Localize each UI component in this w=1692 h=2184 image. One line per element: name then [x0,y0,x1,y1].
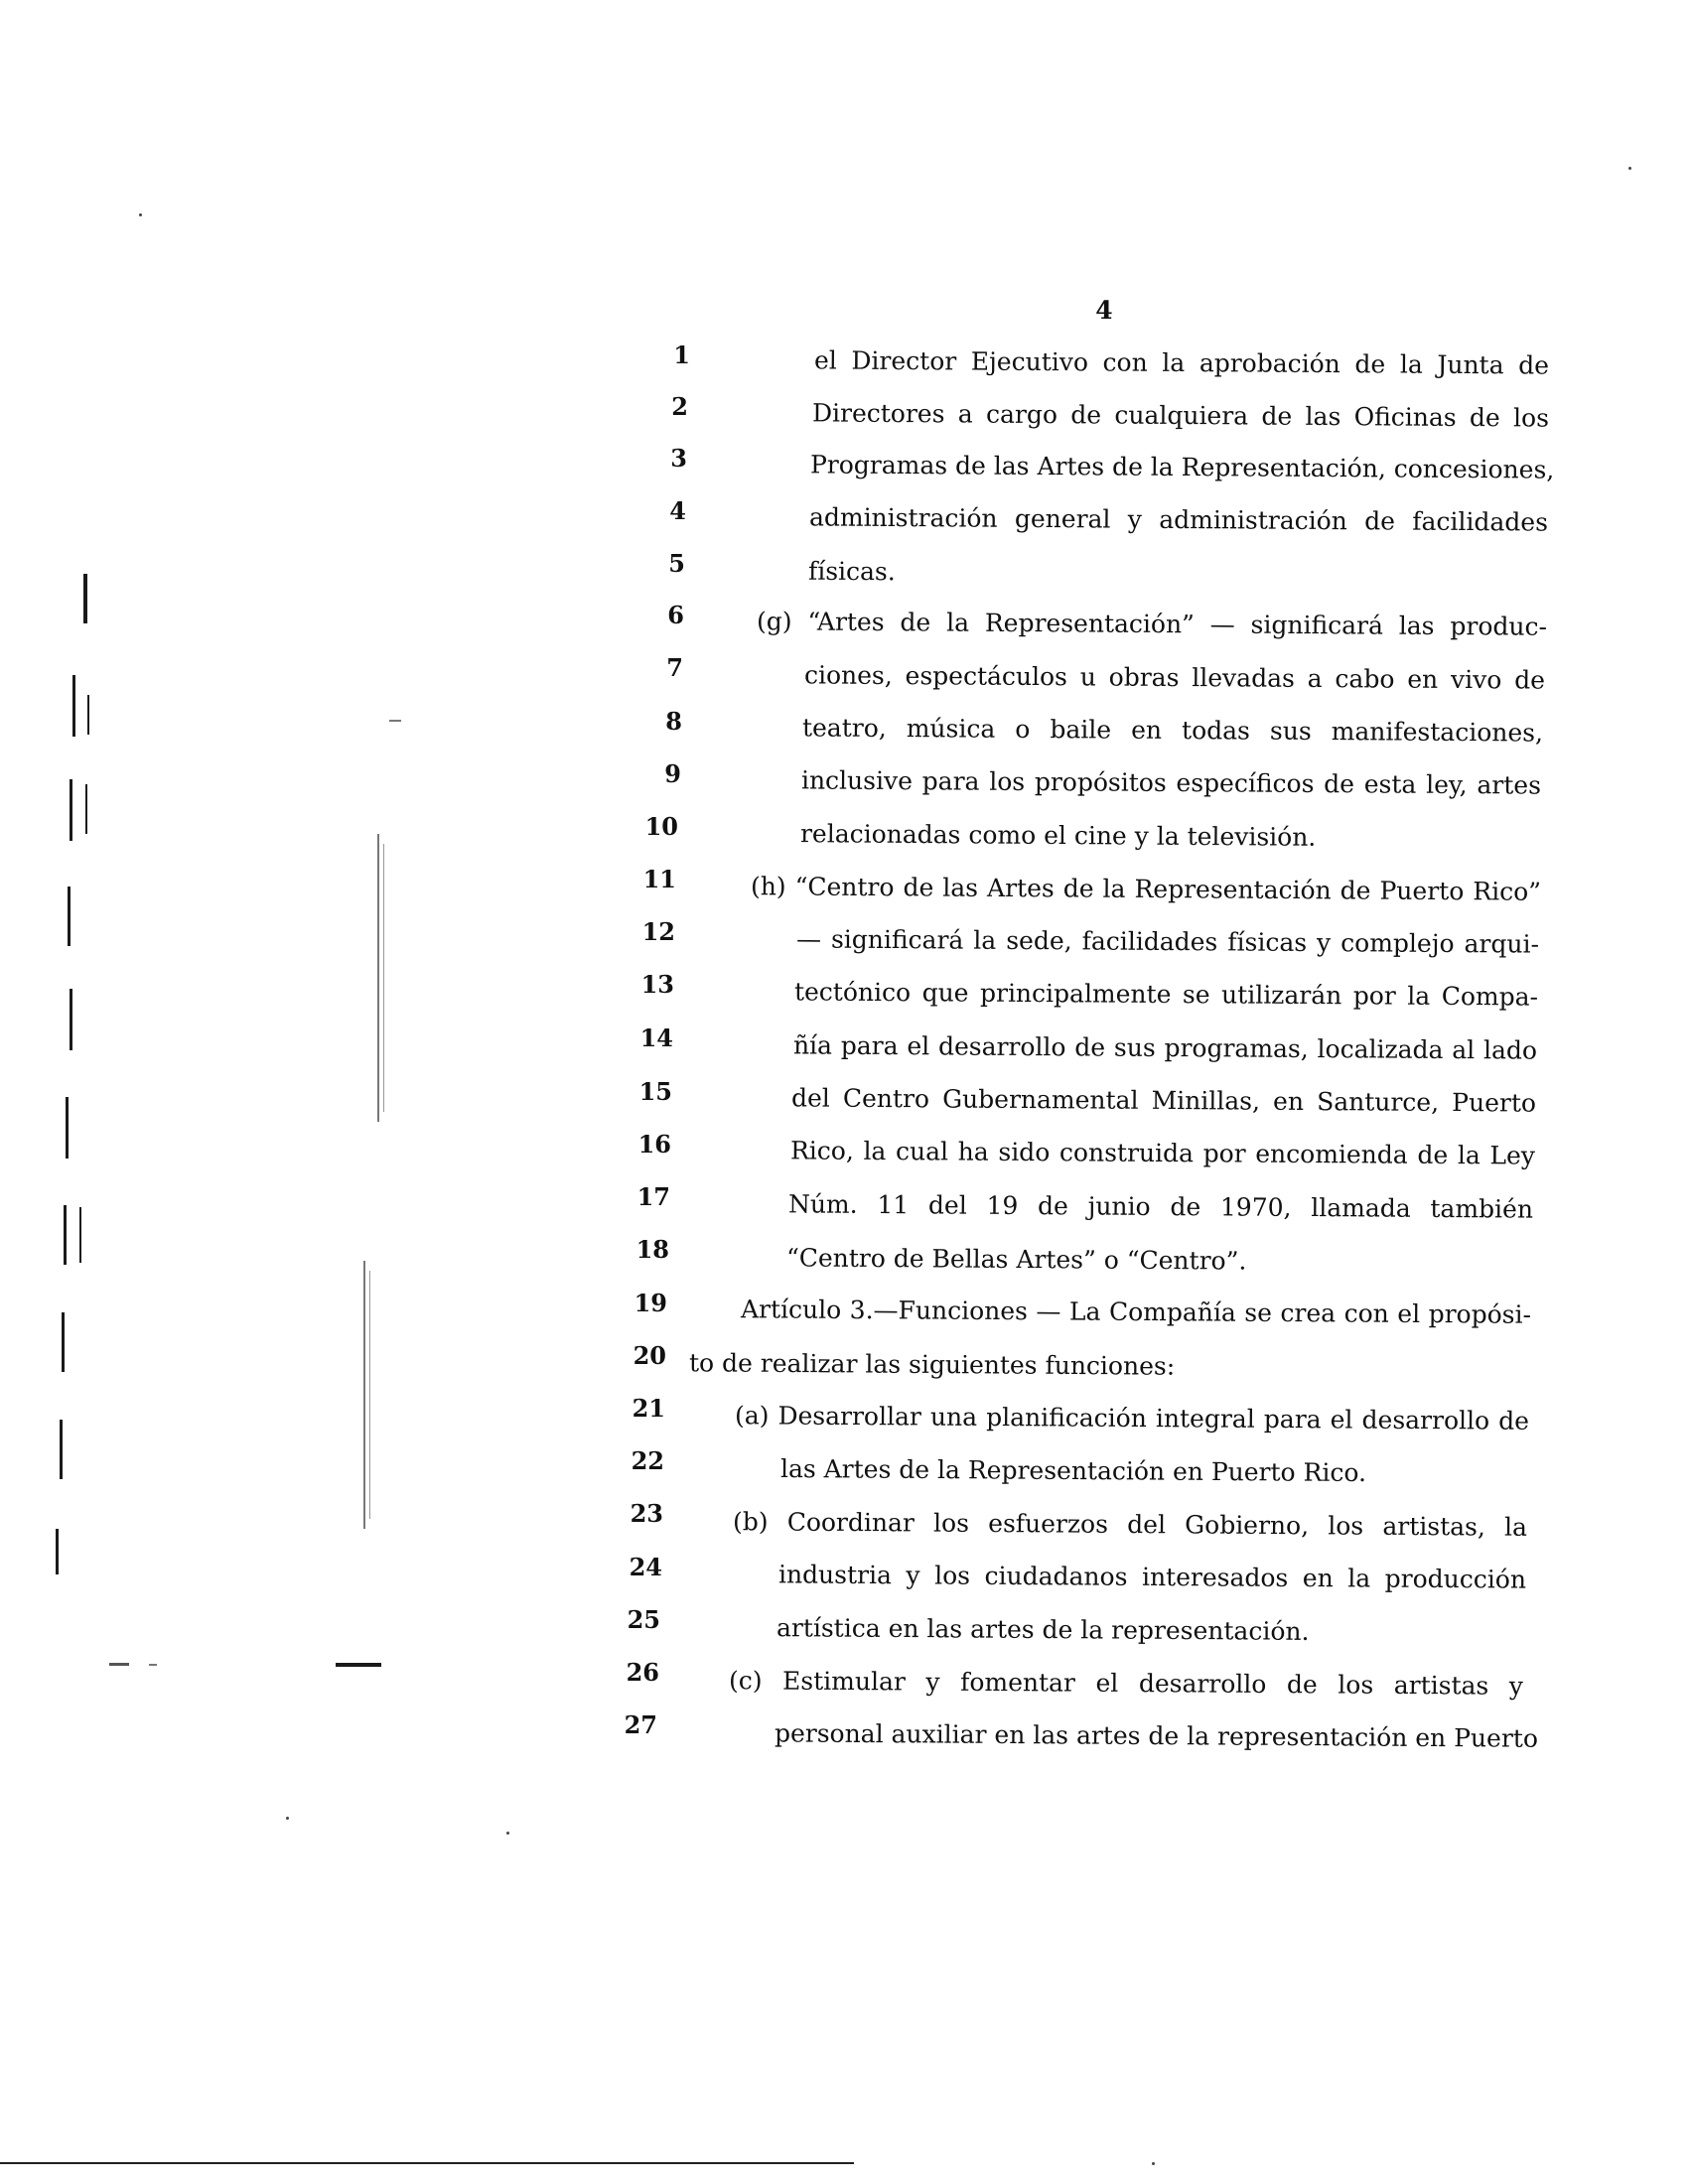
line-number: 15 [638,1077,672,1106]
scan-artifact [56,1529,59,1574]
text-line: (c) Estimular y fomentar el desarrollo de los artistas y [728,1666,1524,1701]
line-number: 13 [640,970,674,999]
scan-artifact [72,675,75,737]
line-number: 19 [634,1289,667,1317]
line-number: 3 [670,444,687,473]
line-number: 25 [627,1605,660,1634]
scan-artifact [336,1663,381,1667]
line-number: 10 [644,812,678,841]
scan-artifact [149,1664,157,1666]
text-line: ciones, espectáculos u obras llevadas a cabo en vivo de [803,660,1546,695]
scan-artifact [139,213,142,216]
text-line: — significará la sede, facilidades físicas y complejo arqui- [795,924,1540,959]
line-number: 24 [629,1553,662,1581]
scan-artifact [1152,2162,1155,2165]
scan-artifact [377,834,379,1122]
page-number: 4 [1095,296,1113,325]
scan-artifact [87,695,89,735]
text-line: personal auxiliar en las artes de la representación en Puerto [774,1718,1539,1753]
line-number: 9 [664,759,681,788]
line-number: 5 [668,549,685,578]
scan-artifact [286,1817,289,1820]
text-line: las Artes de la Representación en Puerto Rico. [779,1453,1367,1488]
scan-artifact [79,1207,81,1263]
text-line: “Centro de Bellas Artes” o “Centro”. [785,1243,1247,1276]
text-line: administración general y administración de facilidades [808,502,1549,537]
text-line: físicas. [807,556,896,587]
text-line: to de realizar las siguientes funciones: [688,1348,1176,1381]
scan-artifact [66,1097,69,1159]
text-line: ñía para el desarrollo de sus programas, localizada al lado [792,1030,1538,1065]
scan-artifact [389,720,401,722]
scan-artifact [506,1832,509,1835]
line-number: 16 [637,1130,671,1159]
line-number: 17 [636,1182,670,1211]
line-number: 8 [665,707,682,736]
scan-artifact [363,1261,365,1529]
scan-artifact [70,779,72,841]
scan-artifact [109,1663,129,1666]
scan-artifact [1628,167,1631,170]
scan-artifact [60,1420,63,1479]
text-line: Artículo 3.—Funciones — La Compañía se crea con el propósi- [740,1295,1532,1329]
text-line: (b) Coordinar los esfuerzos del Gobierno, los artistas, la [732,1507,1528,1542]
scan-artifact [70,989,72,1050]
line-number: 7 [666,653,683,682]
line-number: 2 [671,392,688,421]
scan-artifact [85,784,87,834]
line-number: 23 [630,1499,663,1528]
line-number: 21 [632,1394,665,1423]
text-line: el Director Ejecutivo con la aprobación de la Junta de [813,345,1550,380]
text-line: teatro, música o baile en todas sus manifestaciones, [801,713,1544,748]
text-line: inclusive para los propósitos específicos de esta ley, artes [800,765,1542,800]
line-number: 26 [626,1658,659,1687]
line-number: 4 [669,496,686,525]
line-number: 6 [667,601,684,629]
line-number: 22 [631,1446,664,1475]
line-number: 18 [635,1235,669,1264]
scan-artifact [68,887,70,946]
line-number: 27 [624,1710,657,1739]
text-line: (g) “Artes de la Representación” — significará las produc- [756,607,1548,641]
line-number: 14 [639,1024,673,1052]
line-number: 11 [642,865,676,893]
scan-artifact [62,1312,65,1372]
text-line: industria y los ciudadanos interesados en la producción [777,1560,1527,1594]
line-number: 1 [673,341,690,369]
text-line: (a) Desarrollar una planificación integral para el desarrollo de [734,1401,1530,1435]
line-number: 12 [641,917,675,946]
scan-artifact [369,1271,370,1519]
scan-artifact [383,844,384,1112]
text-line: Núm. 11 del 19 de junio de 1970, llamada también [787,1189,1534,1224]
text-line: del Centro Gubernamental Minillas, en Santurce, Puerto [790,1083,1537,1118]
text-line: (h) “Centro de las Artes de la Representación de Puerto Rico” [750,872,1542,906]
text-line: relacionadas como el cine y la televisión. [799,819,1317,852]
text-line: Programas de las Artes de la Representación, concesiones, [809,450,1555,484]
scan-artifact [64,1205,67,1265]
text-line: Rico, la cual ha sido construida por encomienda de la Ley [789,1136,1536,1170]
line-number: 20 [633,1341,666,1370]
bottom-rule [0,2162,854,2164]
text-line: tectónico que principalmente se utilizarán por la Compa- [793,977,1539,1012]
scan-artifact [83,574,87,623]
text-line: Directores a cargo de cualquiera de las Oficinas de los [811,398,1550,433]
text-line: artística en las artes de la representación. [776,1613,1310,1646]
